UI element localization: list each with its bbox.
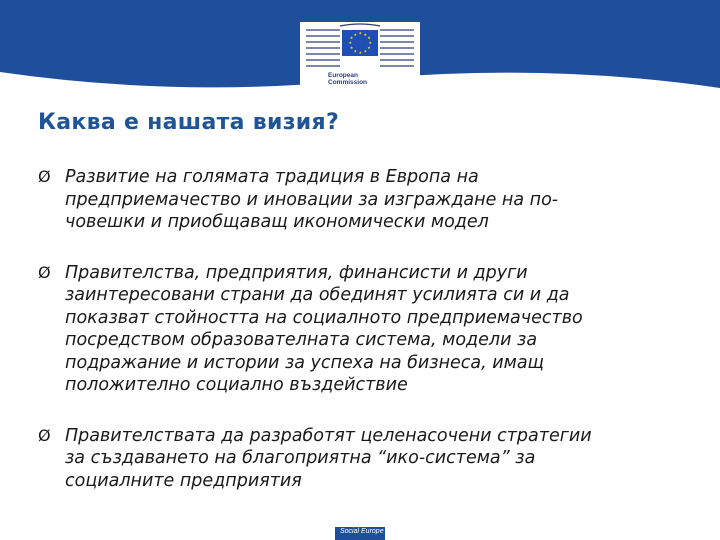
footer-badge [335,527,385,540]
slide-title: Каква е нашата визия? [38,110,340,135]
svg-text:★: ★ [358,30,363,36]
bullet-list [38,166,698,492]
bullet-line: човешки и приобщаващ икономически модел [65,212,489,232]
bullet-line: посредством образователната система, модели за [65,330,538,350]
bullet-line: предприемачество и иновации за изграждане на по- [65,189,559,210]
svg-text:★: ★ [367,35,371,41]
bullet-line: заинтересовани страни да обединят усилията си и да [65,285,570,305]
svg-text:★: ★ [368,40,373,46]
bullet-line: Развитие на голямата традиция в Европа на [65,167,479,187]
bullet-line: положително социално въздействие [65,375,408,395]
bullet-item [38,262,698,397]
svg-text:★: ★ [353,48,358,54]
svg-text:★: ★ [353,31,358,37]
bullet-arrow-icon: Ø [38,262,51,282]
svg-text:★: ★ [363,31,368,37]
eu-flag-building-icon [300,22,420,98]
svg-text:★: ★ [358,49,363,55]
bullet-line: Правителствата да разработят целенасочени стратегии [65,425,592,446]
svg-text:★: ★ [367,45,371,51]
bullet-item [38,166,698,234]
svg-text:★: ★ [363,48,368,54]
bullet-line: подражание и истории за успеха на бизнеса, имащ [65,352,545,373]
logo-line-2: Commission [328,79,368,86]
footer-badge-label: Social Europe [340,528,384,535]
bullet-item [38,425,698,493]
header-band [0,0,720,100]
svg-text:★: ★ [349,45,354,51]
bullet-arrow-icon: Ø [38,425,51,445]
svg-text:★: ★ [349,35,354,41]
bullet-line: Правителства, предприятия, финансисти и други [65,262,528,283]
european-commission-logo [300,22,420,98]
bullet-line: социалните предприятия [65,470,302,491]
logo-wordmark [328,72,388,86]
logo-line-1: European [328,72,358,79]
bullet-arrow-icon: Ø [38,167,51,186]
bullet-line: показват стойността на социалното предприемачество [65,307,583,328]
bullet-line: за създаването на благоприятна “ико-система” за [65,448,536,468]
svg-text:★: ★ [348,40,353,46]
